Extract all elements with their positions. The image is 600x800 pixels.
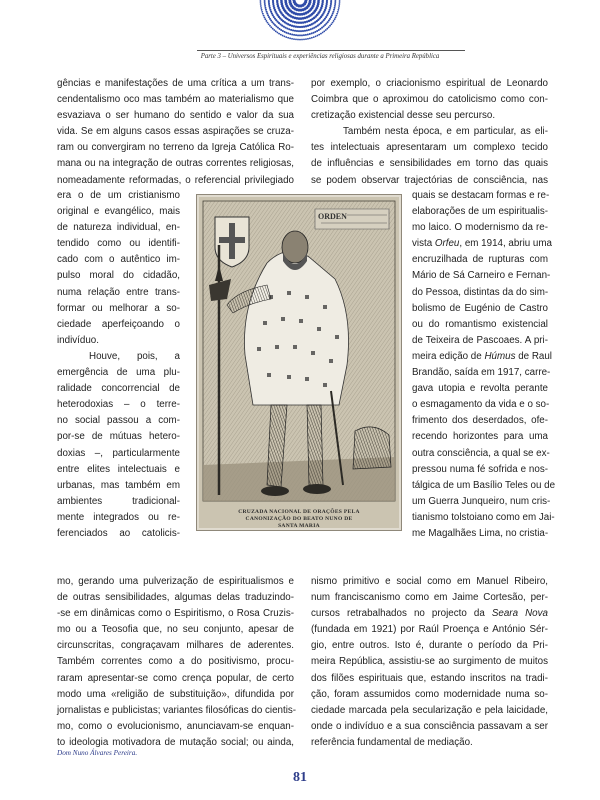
text-line: ciedade aperfeiçoando o — [57, 318, 180, 330]
text-line: entre elites intelectuais e — [57, 463, 180, 475]
left-column-top — [57, 76, 294, 189]
text-line: Brandão, saída em 1917, carre- — [412, 367, 551, 379]
text-line: era o de um cristianismo — [57, 190, 180, 201]
text-line: mo ou a Teosofia que, no seu conjunto, apesar de — [57, 624, 294, 636]
text-line: recendo horizontes para uma — [412, 431, 548, 443]
text-line: mo, gerando uma pulverização de espiritualismos e — [57, 576, 294, 587]
text-line: do Pessoa, distintas da do sim- — [412, 286, 549, 298]
text-line: meira edição de Húmus de Raul — [412, 350, 552, 362]
text-line: Também correntes como a do positivismo, procu- — [57, 656, 294, 668]
text-line: tendido como ou identifi- — [57, 238, 180, 250]
header-ornament-icon — [255, 0, 345, 42]
text-line: meira República, assistiu-se ao surgimento de muitos — [311, 656, 548, 668]
figure-caption-line-3: SANTA MARIA — [278, 523, 320, 529]
text-line: elaborações de um espiritualis- — [412, 206, 548, 218]
text-line: gava utopia e revolta perante — [412, 383, 548, 395]
text-line: mente integrados ou re- — [57, 511, 180, 523]
text-line: Houve, pois, a — [89, 350, 180, 362]
header-rule — [197, 50, 465, 51]
text-line: mo laico. O modernismo da re- — [412, 222, 548, 234]
text-line: bolismo de Eugénio de Castro — [412, 302, 548, 314]
left-column-bottom — [57, 574, 297, 751]
text-line: formar ou melhorar a so- — [57, 302, 180, 314]
text-line: quais se destacam formas e re- — [412, 190, 550, 201]
text-line: numa relação entre trans- — [57, 286, 180, 298]
figure-caption: Dom Nuno Álvares Pereira. — [57, 749, 138, 757]
text-line: de influências e sensibilidades em torno das quais — [311, 158, 548, 170]
text-line: de Teixeira de Pascoaes. A pri- — [412, 334, 548, 346]
text-line: urbanas, mas também em — [57, 479, 180, 491]
text-line: jornalistas e publicistas; variantes filosóficas do cientis- — [57, 704, 297, 716]
text-line: ferenciados ao catolicis- — [57, 527, 180, 539]
running-head: Parte 3 – Universos Espirituais e experiências religiosas durante a Primeira República — [200, 53, 440, 60]
text-line: nomeadamente reformadas, o referencial privilegiado — [57, 174, 294, 186]
text-line: vista Orfeu, em 1914, abriu uma — [412, 238, 552, 250]
text-line: heterodoxias – o terre- — [57, 399, 180, 411]
text-line: pressou numa fé sofrida e nos- — [412, 463, 548, 475]
text-line: de natureza individual, en- — [57, 222, 180, 234]
text-line: raram apresentar-se como crença popular, de certo — [57, 672, 294, 684]
text-line: outra consciência, a qual se ex- — [412, 447, 550, 459]
text-line: Coimbra que o aproximou do catolicismo como con- — [311, 94, 548, 106]
text-line: Também nesta época, e em particular, as eli- — [343, 126, 548, 138]
text-line: gio, entre outros. Isto é, durante o período da Pri- — [311, 640, 548, 652]
text-line: Mário de Sá Carneiro e Fernan- — [412, 270, 551, 282]
text-line: frimento dos deserdados, ofe- — [412, 415, 548, 427]
text-line: encruzilhada de rupturas com — [412, 254, 548, 266]
text-line: ram ou convergiram no terreno da Igreja Católica Ro- — [57, 142, 294, 154]
text-line: nismo primitivo e social como em Manuel Ribeiro, — [311, 576, 548, 587]
text-line: no social passou a com- — [57, 415, 180, 427]
engraving-figure — [196, 194, 402, 531]
text-line: de outras sensibilidades, algumas delas traduzindo- — [57, 592, 294, 604]
text-line: (fundada em 1921) por Raúl Proença e António Sér- — [311, 624, 548, 636]
text-line: mo, como o evolucionismo, anunciavam-se enquan- — [57, 720, 294, 732]
left-column-wrap — [57, 188, 180, 542]
text-line: ambientes tradicional- — [57, 495, 180, 507]
text-line: um Guerra Junqueiro, num cris- — [412, 495, 551, 507]
text-line: indivíduo. — [57, 334, 99, 346]
text-line: onde o indivíduo e a sua consciência passavam a ser — [311, 720, 548, 732]
text-line: emergência de uma plu- — [57, 367, 180, 379]
text-line: doxias –, particularmente — [57, 447, 180, 459]
text-line: mana ou na integração de outras correntes religiosas, — [57, 158, 294, 170]
text-line: por-se de mútuas hetero- — [57, 431, 180, 443]
text-line: ção, foram assumidos como modernidade numa so- — [311, 688, 548, 700]
knight-engraving-icon — [197, 195, 401, 530]
text-line: circunscritas, congraçavam milhares de aderentes. — [57, 640, 294, 652]
figure-caption-line-2: CANONIZAÇÃO DO BEATO NUNO DE — [245, 516, 353, 522]
text-line: se podem observar trajectórias de consciência, nas — [311, 174, 548, 186]
right-column-wrap — [412, 188, 556, 542]
text-line: to ideologia motivadora de mutação social; ou ainda, — [57, 736, 294, 748]
figure-caption-line-1: CRUZADA NACIONAL DE ORAÇÕES PELA — [238, 509, 360, 515]
text-line: tes intelectuais apresentaram um complexo tecido — [311, 142, 548, 154]
text-line: me Magalhães Lima, no cristia- — [412, 527, 549, 539]
text-line: ciedade marcada pela secularização e pela laicidade, — [311, 704, 548, 716]
text-line: cretização existencial desse seu percurso. — [311, 110, 496, 122]
text-line: esvaziava o ser humano do sentido e valor da sua — [57, 110, 294, 122]
right-column-top — [311, 76, 548, 189]
text-line: gências e manifestações de uma crítica a um trans- — [57, 78, 294, 89]
banner-text: ORDEN — [318, 212, 347, 221]
text-line: referência fundamental de mediação. — [311, 736, 473, 748]
text-line: modo uma «religião de substituição», difundida por — [57, 688, 294, 700]
text-line: ralidade concorrencial de — [57, 383, 180, 395]
text-line: pulso moral do cidadão, — [57, 270, 180, 282]
text-line: -se em dinâmicas como o Espiritismo, o Rosa Cruzis- — [57, 608, 294, 620]
text-line: cado com o autêntico im- — [57, 254, 180, 266]
text-line: ou do romantismo existencial — [412, 318, 548, 330]
text-line: original e evangélico, mais — [57, 206, 180, 218]
text-line: dos filões espirituais que, estando inscritos na tradi- — [311, 672, 548, 684]
text-line: por exemplo, o criacionismo espiritual de Leonardo — [311, 78, 548, 89]
text-line: tianismo tolstoiano como em Jai- — [412, 511, 555, 523]
text-line: cendentalismo oco mas também ao materialismo que — [57, 94, 294, 106]
text-line: cursos retrabalhados no projecto da Seara Nova — [311, 608, 548, 620]
page-number: 81 — [293, 770, 307, 785]
text-line: vida. Se em alguns casos essas aspirações se cruza- — [57, 126, 294, 138]
text-line: tálgica de um Basílio Teles ou de — [412, 479, 556, 491]
text-line: o esmagamento da vida e o so- — [412, 399, 550, 411]
right-column-bottom — [311, 574, 548, 751]
text-line: num franciscanismo como em Jaime Cortesão, per- — [311, 592, 548, 604]
